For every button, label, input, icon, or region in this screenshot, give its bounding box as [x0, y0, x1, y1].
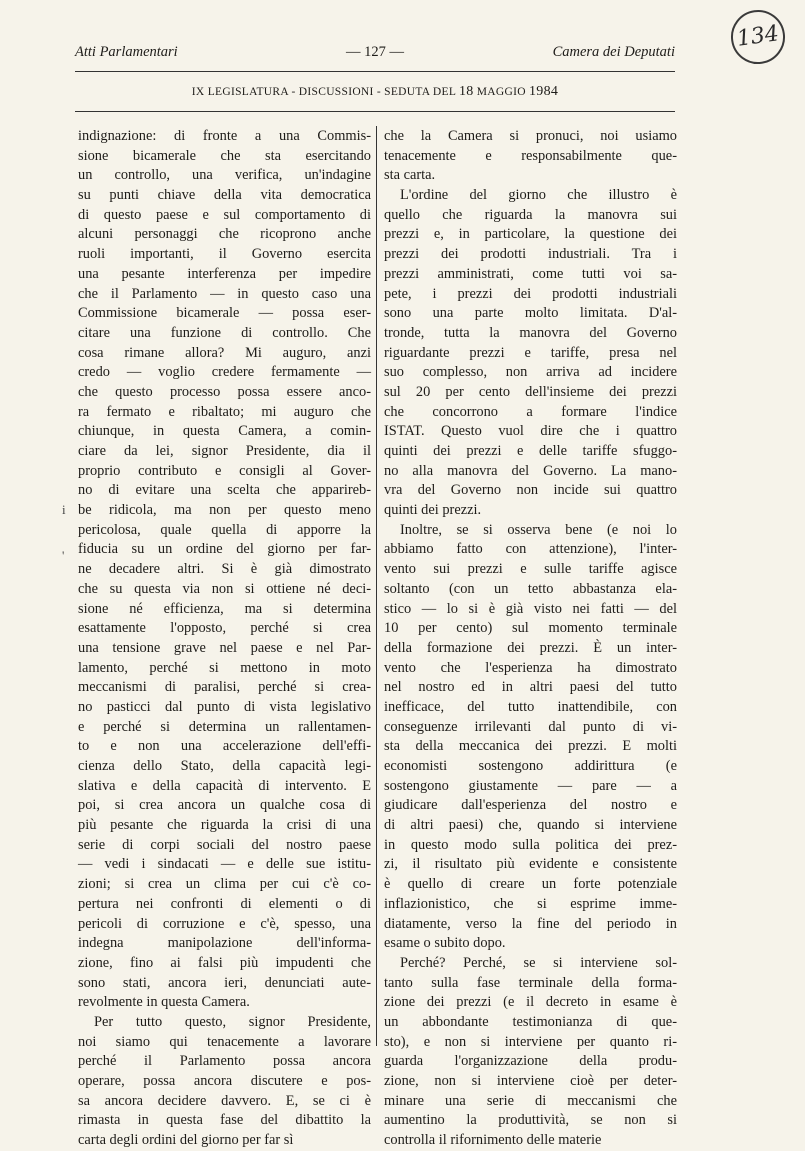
- text-line: vento che l'esperienza ha dimostrato: [384, 659, 677, 676]
- text-line: no di evitare una scelta che apparireb-: [78, 482, 371, 499]
- text-line: revolmente in questa Camera.: [78, 994, 250, 1011]
- text-line: nel nostro ed in altri paesi del tutto: [384, 679, 677, 696]
- text-line: carta degli ordini del giorno per far sì: [78, 1132, 294, 1149]
- text-line: — vedi i sindacati — e delle sue istitu-: [78, 856, 371, 873]
- text-line: prezzi amministrati, come tutti voi sa-: [384, 265, 677, 282]
- text-line: credo — voglio credere fermamente —: [78, 364, 371, 381]
- text-line: zione, fino ai falsi più impudenti che: [78, 954, 371, 971]
- text-line: Perché? Perché, se si interviene sol-: [400, 954, 677, 971]
- text-line: prezzi e, in particolare, la questione dei: [384, 226, 677, 243]
- text-line: di questo paese e sul comportamento di: [78, 206, 371, 223]
- margin-mark: i: [62, 502, 66, 517]
- text-line: 10 per cento) sul momento terminale: [384, 620, 677, 637]
- text-line: cosa rimane allora? Mi auguro, anzi: [78, 344, 371, 361]
- text-line: ra fermato e ribaltato; mi auguro che: [78, 403, 371, 420]
- text-line: pertura nei confronti di elementi o di: [78, 895, 371, 912]
- text-line: in questo modo sulla politica dei prez-: [384, 836, 677, 853]
- text-line: operare, possa ancora discutere e pos-: [78, 1073, 371, 1089]
- text-line: della formazione dei prezzi. È un inter-: [384, 639, 677, 656]
- text-line: prezzi dei prodotti industriali. Tra i: [384, 246, 677, 263]
- text-line: soltanto (con un tetto abbastanza ela-: [384, 580, 677, 597]
- text-line: una tensione grave nel paese e nel Par-: [78, 639, 371, 656]
- text-line: zioni; si crea un clima per cui c'è co-: [78, 876, 371, 893]
- text-line: sono stati, ancora ieri, denunciati aute-: [78, 974, 371, 991]
- text-line: sono una parte molto limitata. D'al-: [384, 305, 677, 322]
- text-line: indegna manipolazione dell'informa-: [78, 935, 371, 952]
- subheader-rule: [75, 111, 675, 112]
- text-line: proprio contributo e consigli al Gover-: [78, 462, 371, 479]
- text-line: sostengono giustamente — pare — a: [384, 777, 677, 794]
- text-line: lamento, perché si mettono in moto: [78, 659, 371, 676]
- text-line: inefficace, del tutto inattendibile, con: [384, 698, 677, 715]
- text-line: fiducia su un ordine del giorno per far-: [78, 541, 371, 558]
- text-line: sul 20 per cento dell'insieme dei prezzi: [384, 383, 677, 400]
- text-line: sta carta.: [384, 167, 436, 184]
- text-line: ruoli importanti, il Governo esercita: [78, 246, 371, 263]
- text-line: citare una funzione di controllo. Che: [78, 324, 371, 341]
- text-line: zi, il risultato più evidente e consistente: [384, 856, 677, 873]
- text-column-right: [384, 127, 677, 1151]
- text-line: ne decadere altri. Si è già dimostrato: [78, 561, 371, 578]
- text-line: tenacemente e responsabilmente que-: [384, 147, 677, 164]
- text-line: serie di corpi sociali del nostro paese: [78, 836, 371, 853]
- text-line: vra del Governo non incide sui quattro: [384, 482, 677, 499]
- session-month: MAGGIO: [476, 86, 526, 98]
- margin-mark: ': [62, 548, 65, 563]
- text-line: è quello di creare un forte potenziale: [384, 876, 677, 893]
- column-divider: [376, 126, 377, 1046]
- page-number-stamp: 134: [728, 7, 789, 68]
- text-line: economisti sostengono addirittura (e: [384, 758, 677, 774]
- text-line: Per tutto questo, signor Presidente,: [94, 1013, 371, 1030]
- text-line: pete, i prezzi dei prodotti industriali: [384, 285, 677, 302]
- text-line: esame o subito dopo.: [384, 935, 506, 952]
- text-line: vento sui prezzi e sulle tariffe agisce: [384, 561, 677, 578]
- text-line: to e non una accelerazione dell'effi-: [78, 738, 371, 755]
- header-rule: [75, 71, 675, 72]
- text-line: guarda l'organizzazione della produ-: [384, 1053, 677, 1070]
- text-line: sione bicamerale che sta esercitando: [78, 147, 371, 164]
- running-header: [75, 44, 675, 66]
- text-column-left: [78, 127, 371, 1151]
- text-line: Commissione bicamerale — possa eser-: [78, 305, 371, 322]
- header-chamber: Camera dei Deputati: [552, 44, 675, 60]
- text-line: che questo processo possa essere anco-: [78, 383, 371, 400]
- text-line: rimasta in questa fase del dibattito la: [78, 1112, 371, 1129]
- text-line: tronde, tutta la manovra del Governo: [384, 324, 677, 341]
- text-line: pericolosa, quale quella di apporre la: [78, 521, 371, 538]
- text-line: riguardante prezzi e tariffe, presa nel: [384, 344, 677, 361]
- text-line: no pasticci dal punto di vista legislativo: [78, 698, 371, 715]
- text-line: ISTAT. Questo vuol dire che i quattro: [384, 423, 677, 440]
- session-label: IX LEGISLATURA - DISCUSSIONI - SEDUTA DEL: [191, 86, 456, 98]
- text-line: cienza dello Stato, della capacità legi-: [78, 758, 371, 774]
- text-line: sta della meccanica dei prezzi. E molti: [384, 738, 677, 755]
- text-line: un controllo, una verifica, un'indagine: [78, 167, 371, 184]
- text-line: suo complesso, non arriva ad incidere: [384, 364, 677, 381]
- header-page-number: — 127 —: [346, 44, 404, 60]
- text-line: e perché si determina un rallentamen-: [78, 718, 371, 735]
- text-line: sto), e non si interviene per quanto ri-: [384, 1033, 677, 1050]
- text-line: indignazione: di fronte a una Commis-: [78, 128, 371, 144]
- text-line: abbiamo fatto con attenzione), l'inter-: [384, 541, 677, 558]
- text-line: di altri paesi) che, quando si interviene: [384, 817, 677, 834]
- text-line: zione, non si interviene cioè per deter-: [384, 1073, 677, 1089]
- text-line: perché il Parlamento possa ancora: [78, 1053, 371, 1070]
- text-line: controlla il rifornimento delle materie: [384, 1132, 602, 1149]
- text-line: sa ancora decidere davvero. E, se ci è: [78, 1092, 371, 1109]
- text-line: diatamente, verso la fine del periodo in: [384, 915, 677, 932]
- text-line: zione dei prezzi (e il decreto in esame è: [384, 994, 677, 1011]
- text-line: L'ordine del giorno che illustro è: [400, 187, 677, 204]
- text-line: alcuni personaggi che ricoprono anche: [78, 226, 371, 243]
- text-line: ciare da lei, signor Presidente, dia il: [78, 443, 371, 459]
- text-line: meccanismi di paralisi, perché si crea-: [78, 679, 371, 696]
- text-line: be ridicola, ma non per questo meno: [78, 502, 371, 519]
- session-day: 18: [458, 84, 474, 99]
- text-line: quinti dei prezzi e delle tariffe sfuggo-: [384, 443, 677, 459]
- text-line: un abbondante testimonianza di que-: [384, 1013, 677, 1030]
- text-line: quello che riguarda la manovra sui: [384, 206, 677, 223]
- text-line: tanto sulla fase terminale della forma-: [384, 974, 677, 991]
- text-line: poi, si crea ancora un qualche cosa di: [78, 797, 371, 814]
- text-line: noi siamo qui tenacemente a lavorare: [78, 1033, 371, 1050]
- text-line: più pesante che riguarda la crisi di una: [78, 817, 371, 834]
- text-line: che concorrono a formare l'indice: [384, 403, 677, 420]
- text-line: che su questa via non si ottiene né deci-: [78, 580, 371, 597]
- text-line: slativa e della capacità di intervento. E: [78, 777, 371, 794]
- text-line: esattamente l'opposto, perché si crea: [78, 620, 371, 637]
- text-line: giudicare dall'esperienza del nostro e: [384, 797, 677, 814]
- session-subheader: [75, 84, 675, 100]
- text-line: una pesante interferenza per impedire: [78, 265, 371, 282]
- text-line: quinti dei prezzi.: [384, 502, 482, 519]
- text-line: pericoli di corruzione e c'è, spesso, una: [78, 915, 371, 932]
- session-year: 1984: [529, 84, 559, 99]
- text-line: inflazionistico, che si esprime imme-: [384, 895, 677, 912]
- text-line: aumentino la produttività, se non si: [384, 1112, 677, 1129]
- text-line: stico — lo si è già visto nei fatti — del: [384, 600, 677, 617]
- text-line: su punti chiave della vita democratica: [78, 187, 371, 204]
- text-line: che il Parlamento — in questo caso una: [78, 285, 371, 302]
- text-line: conseguenze irrilevanti dal punto di vi-: [384, 718, 677, 735]
- text-line: che la Camera si pronuci, noi usiamo: [384, 128, 677, 144]
- text-line: no alla manovra del Governo. La mano-: [384, 462, 677, 479]
- text-line: sione né efficienza, ma si determina: [78, 600, 371, 617]
- text-line: Inoltre, se si osserva bene (e noi lo: [400, 521, 677, 538]
- text-line: minare una serie di meccanismi che: [384, 1092, 677, 1109]
- text-line: chiunque, in questa Camera, a comin-: [78, 423, 371, 440]
- header-publication: Atti Parlamentari: [75, 44, 178, 60]
